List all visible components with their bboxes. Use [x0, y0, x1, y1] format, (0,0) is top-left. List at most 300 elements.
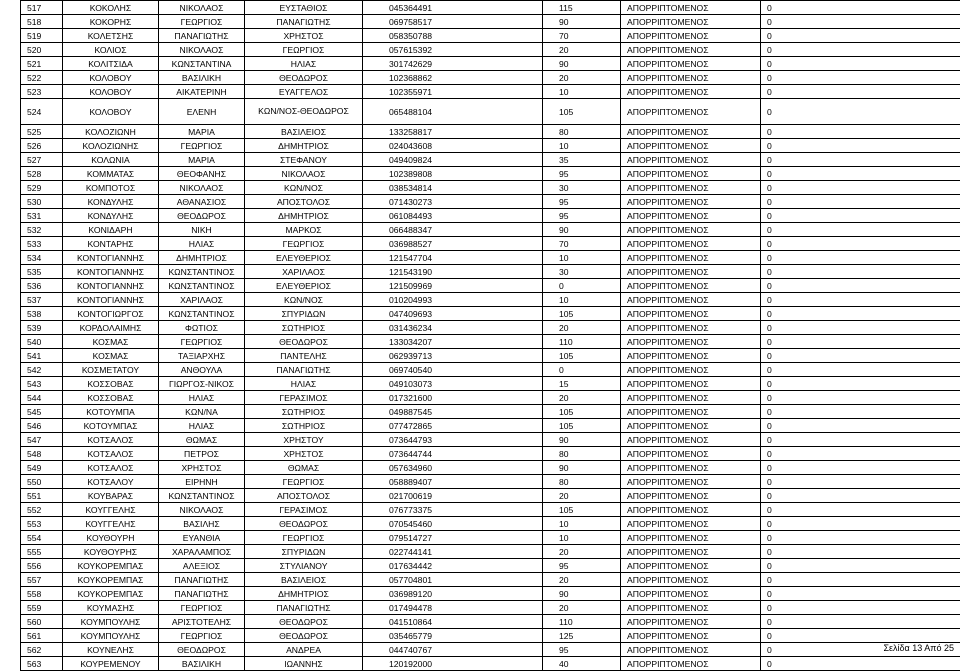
row-number-cell: 558 — [21, 587, 63, 601]
points-cell: 20 — [543, 573, 621, 587]
extra-value-cell: 0 — [761, 279, 960, 293]
first-name-cell: ΘΕΟΦΑΝΗΣ — [159, 167, 245, 181]
row-number-cell: 560 — [21, 615, 63, 629]
id-number-cell: 069740540 — [363, 363, 543, 377]
status-cell: ΑΠΟΡΡΙΠΤΟΜΕΝΟΣ — [621, 321, 761, 335]
surname-cell: ΚΟΛΟΖΙΩΝΗΣ — [63, 139, 159, 153]
extra-value-cell: 0 — [761, 153, 960, 167]
table-row — [21, 71, 960, 85]
father-name-cell: ΣΠΥΡΙΔΩΝ — [245, 545, 363, 559]
id-number-cell: 071430273 — [363, 195, 543, 209]
table-row — [21, 517, 960, 531]
table-row — [21, 405, 960, 419]
father-name-cell: ΓΕΩΡΓΙΟΣ — [245, 531, 363, 545]
status-cell: ΑΠΟΡΡΙΠΤΟΜΕΝΟΣ — [621, 223, 761, 237]
first-name-cell: ΒΑΣΙΛΙΚΗ — [159, 657, 245, 671]
extra-value-cell: 0 — [761, 391, 960, 405]
first-name-cell: ΠΕΤΡΟΣ — [159, 447, 245, 461]
extra-value-cell: 0 — [761, 489, 960, 503]
father-name-cell: ΣΩΤΗΡΙΟΣ — [245, 405, 363, 419]
father-name-cell: ΧΡΗΣΤΟΣ — [245, 29, 363, 43]
row-number-cell: 524 — [21, 99, 63, 125]
row-number-cell: 537 — [21, 293, 63, 307]
first-name-cell: ΓΕΩΡΓΙΟΣ — [159, 15, 245, 29]
first-name-cell: ΕΙΡΗΝΗ — [159, 475, 245, 489]
table-row — [21, 237, 960, 251]
row-number-cell: 544 — [21, 391, 63, 405]
first-name-cell: ΓΙΩΡΓΟΣ-ΝΙΚΟΣ — [159, 377, 245, 391]
table-row — [21, 657, 960, 671]
row-number-cell: 538 — [21, 307, 63, 321]
father-name-cell: ΘΩΜΑΣ — [245, 461, 363, 475]
id-number-cell: 017321600 — [363, 391, 543, 405]
first-name-cell: ΔΗΜΗΤΡΙΟΣ — [159, 251, 245, 265]
father-name-cell: ΔΗΜΗΤΡΙΟΣ — [245, 209, 363, 223]
row-number-cell: 523 — [21, 85, 63, 99]
status-cell: ΑΠΟΡΡΙΠΤΟΜΕΝΟΣ — [621, 43, 761, 57]
row-number-cell: 540 — [21, 335, 63, 349]
first-name-cell: ΑΝΘΟΥΛΑ — [159, 363, 245, 377]
row-number-cell: 545 — [21, 405, 63, 419]
surname-cell: ΚΟΥΓΓΕΛΗΣ — [63, 517, 159, 531]
row-number-cell: 546 — [21, 419, 63, 433]
status-cell: ΑΠΟΡΡΙΠΤΟΜΕΝΟΣ — [621, 167, 761, 181]
id-number-cell: 073644744 — [363, 447, 543, 461]
points-cell: 90 — [543, 461, 621, 475]
row-number-cell: 550 — [21, 475, 63, 489]
extra-value-cell: 0 — [761, 573, 960, 587]
first-name-cell: ΒΑΣΙΛΗΣ — [159, 517, 245, 531]
status-cell: ΑΠΟΡΡΙΠΤΟΜΕΝΟΣ — [621, 517, 761, 531]
id-number-cell: 066488347 — [363, 223, 543, 237]
status-cell: ΑΠΟΡΡΙΠΤΟΜΕΝΟΣ — [621, 391, 761, 405]
id-number-cell: 058889407 — [363, 475, 543, 489]
table-row — [21, 475, 960, 489]
first-name-cell: ΤΑΞΙΑΡΧΗΣ — [159, 349, 245, 363]
table-row — [21, 125, 960, 139]
id-number-cell: 121509969 — [363, 279, 543, 293]
surname-cell: ΚΟΣΜΑΣ — [63, 349, 159, 363]
extra-value-cell: 0 — [761, 461, 960, 475]
surname-cell: ΚΟΛΟΖΙΩΝΗ — [63, 125, 159, 139]
surname-cell: ΚΟΝΔΥΛΗΣ — [63, 209, 159, 223]
father-name-cell: ΕΥΣΤΑΘΙΟΣ — [245, 1, 363, 15]
status-cell: ΑΠΟΡΡΙΠΤΟΜΕΝΟΣ — [621, 433, 761, 447]
row-number-cell: 534 — [21, 251, 63, 265]
first-name-cell: ΜΑΡΙΑ — [159, 153, 245, 167]
father-name-cell: ΧΑΡΙΛΑΟΣ — [245, 265, 363, 279]
id-number-cell: 102389808 — [363, 167, 543, 181]
table-row — [21, 85, 960, 99]
row-number-cell: 517 — [21, 1, 63, 15]
points-cell: 20 — [543, 601, 621, 615]
points-cell: 105 — [543, 419, 621, 433]
extra-value-cell: 0 — [761, 321, 960, 335]
table-row — [21, 293, 960, 307]
table-row — [21, 99, 960, 125]
surname-cell: ΚΟΤΟΥΜΠΑ — [63, 405, 159, 419]
extra-value-cell: 0 — [761, 447, 960, 461]
table-row — [21, 181, 960, 195]
surname-cell: ΚΟΣΜΑΣ — [63, 335, 159, 349]
extra-value-cell: 0 — [761, 167, 960, 181]
status-cell: ΑΠΟΡΡΙΠΤΟΜΕΝΟΣ — [621, 335, 761, 349]
first-name-cell: ΠΑΝΑΓΙΩΤΗΣ — [159, 573, 245, 587]
id-number-cell: 121547704 — [363, 251, 543, 265]
points-cell: 105 — [543, 503, 621, 517]
surname-cell: ΚΟΣΜΕΤΑΤΟΥ — [63, 363, 159, 377]
first-name-cell: ΚΩΝΣΤΑΝΤΙΝΟΣ — [159, 265, 245, 279]
first-name-cell: ΝΙΚΟΛΑΟΣ — [159, 1, 245, 15]
id-number-cell: 010204993 — [363, 293, 543, 307]
extra-value-cell: 0 — [761, 15, 960, 29]
points-cell: 80 — [543, 475, 621, 489]
points-cell: 110 — [543, 335, 621, 349]
first-name-cell: ΑΙΚΑΤΕΡΙΝΗ — [159, 85, 245, 99]
extra-value-cell: 0 — [761, 139, 960, 153]
first-name-cell: ΠΑΝΑΓΙΩΤΗΣ — [159, 29, 245, 43]
father-name-cell: ΑΠΟΣΤΟΛΟΣ — [245, 489, 363, 503]
id-number-cell: 045364491 — [363, 1, 543, 15]
row-number-cell: 525 — [21, 125, 63, 139]
status-cell: ΑΠΟΡΡΙΠΤΟΜΕΝΟΣ — [621, 573, 761, 587]
points-cell: 70 — [543, 29, 621, 43]
extra-value-cell: 0 — [761, 43, 960, 57]
extra-value-cell: 0 — [761, 71, 960, 85]
extra-value-cell: 0 — [761, 503, 960, 517]
points-cell: 105 — [543, 99, 621, 125]
points-cell: 105 — [543, 349, 621, 363]
row-number-cell: 548 — [21, 447, 63, 461]
first-name-cell: ΑΛΕΞΙΟΣ — [159, 559, 245, 573]
id-number-cell: 049103073 — [363, 377, 543, 391]
points-cell: 10 — [543, 293, 621, 307]
status-cell: ΑΠΟΡΡΙΠΤΟΜΕΝΟΣ — [621, 601, 761, 615]
table-row — [21, 153, 960, 167]
id-number-cell: 102368862 — [363, 71, 543, 85]
surname-cell: ΚΟΥΚΟΡΕΜΠΑΣ — [63, 573, 159, 587]
extra-value-cell: 0 — [761, 433, 960, 447]
status-cell: ΑΠΟΡΡΙΠΤΟΜΕΝΟΣ — [621, 125, 761, 139]
extra-value-cell: 0 — [761, 209, 960, 223]
id-number-cell: 133258817 — [363, 125, 543, 139]
extra-value-cell: 0 — [761, 265, 960, 279]
father-name-cell: ΑΝΔΡΕΑ — [245, 643, 363, 657]
father-name-cell: ΜΑΡΚΟΣ — [245, 223, 363, 237]
status-cell: ΑΠΟΡΡΙΠΤΟΜΕΝΟΣ — [621, 405, 761, 419]
status-cell: ΑΠΟΡΡΙΠΤΟΜΕΝΟΣ — [621, 629, 761, 643]
row-number-cell: 529 — [21, 181, 63, 195]
row-number-cell: 535 — [21, 265, 63, 279]
father-name-cell: ΣΤΥΛΙΑΝΟΥ — [245, 559, 363, 573]
id-number-cell: 047409693 — [363, 307, 543, 321]
points-cell: 125 — [543, 629, 621, 643]
father-name-cell: ΧΡΗΣΤΟΣ — [245, 447, 363, 461]
row-number-cell: 543 — [21, 377, 63, 391]
father-name-cell: ΕΛΕΥΘΕΡΙΟΣ — [245, 279, 363, 293]
status-cell: ΑΠΟΡΡΙΠΤΟΜΕΝΟΣ — [621, 307, 761, 321]
father-name-cell: ΘΕΟΔΩΡΟΣ — [245, 335, 363, 349]
status-cell: ΑΠΟΡΡΙΠΤΟΜΕΝΟΣ — [621, 195, 761, 209]
extra-value-cell: 0 — [761, 195, 960, 209]
table-row — [21, 377, 960, 391]
row-number-cell: 557 — [21, 573, 63, 587]
table-row — [21, 223, 960, 237]
status-cell: ΑΠΟΡΡΙΠΤΟΜΕΝΟΣ — [621, 139, 761, 153]
surname-cell: ΚΟΚΟΡΗΣ — [63, 15, 159, 29]
id-number-cell: 065488104 — [363, 99, 543, 125]
surname-cell: ΚΟΚΟΛΗΣ — [63, 1, 159, 15]
first-name-cell: ΓΕΩΡΓΙΟΣ — [159, 139, 245, 153]
extra-value-cell: 0 — [761, 377, 960, 391]
extra-value-cell: 0 — [761, 559, 960, 573]
first-name-cell: ΓΕΩΡΓΙΟΣ — [159, 601, 245, 615]
status-cell: ΑΠΟΡΡΙΠΤΟΜΕΝΟΣ — [621, 99, 761, 125]
points-cell: 15 — [543, 377, 621, 391]
table-body — [21, 1, 960, 671]
extra-value-cell: 0 — [761, 657, 960, 671]
father-name-cell: ΓΕΩΡΓΙΟΣ — [245, 43, 363, 57]
surname-cell: ΚΟΛΙΟΣ — [63, 43, 159, 57]
row-number-cell: 563 — [21, 657, 63, 671]
father-name-cell: ΣΩΤΗΡΙΟΣ — [245, 419, 363, 433]
id-number-cell: 044740767 — [363, 643, 543, 657]
first-name-cell: ΝΙΚΟΛΑΟΣ — [159, 181, 245, 195]
row-number-cell: 551 — [21, 489, 63, 503]
points-cell: 10 — [543, 139, 621, 153]
first-name-cell: ΑΘΑΝΑΣΙΟΣ — [159, 195, 245, 209]
surname-cell: ΚΟΥΒΑΡΑΣ — [63, 489, 159, 503]
first-name-cell: ΠΑΝΑΓΙΩΤΗΣ — [159, 587, 245, 601]
surname-cell: ΚΟΤΣΑΛΟΣ — [63, 433, 159, 447]
points-cell: 35 — [543, 153, 621, 167]
table-row — [21, 321, 960, 335]
points-cell: 95 — [543, 559, 621, 573]
points-cell: 20 — [543, 43, 621, 57]
extra-value-cell: 0 — [761, 531, 960, 545]
row-number-cell: 526 — [21, 139, 63, 153]
extra-value-cell: 0 — [761, 237, 960, 251]
row-number-cell: 519 — [21, 29, 63, 43]
surname-cell: ΚΟΝΤΟΓΙΑΝΝΗΣ — [63, 251, 159, 265]
row-number-cell: 553 — [21, 517, 63, 531]
extra-value-cell: 0 — [761, 475, 960, 489]
extra-value-cell: 0 — [761, 643, 960, 657]
points-cell: 10 — [543, 251, 621, 265]
results-sheet — [20, 0, 960, 671]
points-cell: 30 — [543, 265, 621, 279]
id-number-cell: 102355971 — [363, 85, 543, 99]
father-name-cell: ΧΡΗΣΤΟΥ — [245, 433, 363, 447]
first-name-cell: ΗΛΙΑΣ — [159, 419, 245, 433]
father-name-cell: ΓΕΡΑΣΙΜΟΣ — [245, 503, 363, 517]
status-cell: ΑΠΟΡΡΙΠΤΟΜΕΝΟΣ — [621, 1, 761, 15]
status-cell: ΑΠΟΡΡΙΠΤΟΜΕΝΟΣ — [621, 209, 761, 223]
id-number-cell: 036989120 — [363, 587, 543, 601]
extra-value-cell: 0 — [761, 181, 960, 195]
father-name-cell: ΓΕΩΡΓΙΟΣ — [245, 475, 363, 489]
first-name-cell: ΚΩΝ/ΝΑ — [159, 405, 245, 419]
first-name-cell: ΚΩΝΣΤΑΝΤΙΝΟΣ — [159, 307, 245, 321]
status-cell: ΑΠΟΡΡΙΠΤΟΜΕΝΟΣ — [621, 587, 761, 601]
points-cell: 90 — [543, 223, 621, 237]
row-number-cell: 547 — [21, 433, 63, 447]
table-row — [21, 57, 960, 71]
father-name-cell: ΘΕΟΔΩΡΟΣ — [245, 629, 363, 643]
row-number-cell: 562 — [21, 643, 63, 657]
table-row — [21, 503, 960, 517]
father-name-cell: ΗΛΙΑΣ — [245, 377, 363, 391]
father-name-cell: ΘΕΟΔΩΡΟΣ — [245, 517, 363, 531]
status-cell: ΑΠΟΡΡΙΠΤΟΜΕΝΟΣ — [621, 363, 761, 377]
status-cell: ΑΠΟΡΡΙΠΤΟΜΕΝΟΣ — [621, 29, 761, 43]
table-row — [21, 167, 960, 181]
id-number-cell: 017494478 — [363, 601, 543, 615]
father-name-cell: ΕΛΕΥΘΕΡΙΟΣ — [245, 251, 363, 265]
points-cell: 70 — [543, 237, 621, 251]
status-cell: ΑΠΟΡΡΙΠΤΟΜΕΝΟΣ — [621, 293, 761, 307]
row-number-cell: 527 — [21, 153, 63, 167]
extra-value-cell: 0 — [761, 405, 960, 419]
id-number-cell: 077472865 — [363, 419, 543, 433]
father-name-cell: ΚΩΝ/ΝΟΣ — [245, 293, 363, 307]
surname-cell: ΚΟΥΘΟΥΡΗ — [63, 531, 159, 545]
points-cell: 115 — [543, 1, 621, 15]
first-name-cell: ΕΥΑΝΘΙΑ — [159, 531, 245, 545]
surname-cell: ΚΟΝΤΑΡΗΣ — [63, 237, 159, 251]
first-name-cell: ΑΡΙΣΤΟΤΕΛΗΣ — [159, 615, 245, 629]
row-number-cell: 552 — [21, 503, 63, 517]
father-name-cell: ΝΙΚΟΛΑΟΣ — [245, 167, 363, 181]
father-name-cell: ΗΛΙΑΣ — [245, 57, 363, 71]
row-number-cell: 518 — [21, 15, 63, 29]
table-row — [21, 1, 960, 15]
id-number-cell: 031436234 — [363, 321, 543, 335]
table-row — [21, 349, 960, 363]
points-cell: 95 — [543, 167, 621, 181]
table-row — [21, 615, 960, 629]
first-name-cell: ΗΛΙΑΣ — [159, 391, 245, 405]
extra-value-cell: 0 — [761, 335, 960, 349]
status-cell: ΑΠΟΡΡΙΠΤΟΜΕΝΟΣ — [621, 531, 761, 545]
status-cell: ΑΠΟΡΡΙΠΤΟΜΕΝΟΣ — [621, 237, 761, 251]
status-cell: ΑΠΟΡΡΙΠΤΟΜΕΝΟΣ — [621, 419, 761, 433]
surname-cell: ΚΟΤΣΑΛΟΥ — [63, 475, 159, 489]
father-name-cell: ΘΕΟΔΩΡΟΣ — [245, 615, 363, 629]
father-name-cell: ΣΤΕΦΑΝΟΥ — [245, 153, 363, 167]
surname-cell: ΚΟΝΤΟΓΙΑΝΝΗΣ — [63, 293, 159, 307]
table-row — [21, 209, 960, 223]
points-cell: 0 — [543, 363, 621, 377]
table-row — [21, 643, 960, 657]
father-name-cell: ΠΑΝΑΓΙΩΤΗΣ — [245, 363, 363, 377]
first-name-cell: ΚΩΝΣΤΑΝΤΙΝΟΣ — [159, 279, 245, 293]
father-name-cell: ΒΑΣΙΛΕΙΟΣ — [245, 125, 363, 139]
id-number-cell: 073644793 — [363, 433, 543, 447]
row-number-cell: 532 — [21, 223, 63, 237]
id-number-cell: 057634960 — [363, 461, 543, 475]
table-row — [21, 601, 960, 615]
table-row — [21, 489, 960, 503]
status-cell: ΑΠΟΡΡΙΠΤΟΜΕΝΟΣ — [621, 15, 761, 29]
candidates-table — [20, 0, 960, 671]
status-cell: ΑΠΟΡΡΙΠΤΟΜΕΝΟΣ — [621, 615, 761, 629]
id-number-cell: 049409824 — [363, 153, 543, 167]
surname-cell: ΚΟΝΤΟΓΙΑΝΝΗΣ — [63, 279, 159, 293]
father-name-cell: ΠΑΝΑΓΙΩΤΗΣ — [245, 601, 363, 615]
extra-value-cell: 0 — [761, 601, 960, 615]
father-name-cell: ΠΑΝΤΕΛΗΣ — [245, 349, 363, 363]
table-row — [21, 279, 960, 293]
surname-cell: ΚΟΥΡΕΜΕΝΟΥ — [63, 657, 159, 671]
table-row — [21, 15, 960, 29]
father-name-cell: ΚΩΝ/ΝΟΣ — [245, 181, 363, 195]
points-cell: 95 — [543, 209, 621, 223]
id-number-cell: 041510864 — [363, 615, 543, 629]
extra-value-cell: 0 — [761, 125, 960, 139]
table-row — [21, 461, 960, 475]
id-number-cell: 038534814 — [363, 181, 543, 195]
surname-cell: ΚΟΜΜΑΤΑΣ — [63, 167, 159, 181]
points-cell: 90 — [543, 587, 621, 601]
points-cell: 30 — [543, 181, 621, 195]
row-number-cell: 536 — [21, 279, 63, 293]
extra-value-cell: 0 — [761, 57, 960, 71]
status-cell: ΑΠΟΡΡΙΠΤΟΜΕΝΟΣ — [621, 489, 761, 503]
id-number-cell: 070545460 — [363, 517, 543, 531]
row-number-cell: 531 — [21, 209, 63, 223]
status-cell: ΑΠΟΡΡΙΠΤΟΜΕΝΟΣ — [621, 85, 761, 99]
father-name-cell: ΣΠΥΡΙΔΩΝ — [245, 307, 363, 321]
id-number-cell: 057704801 — [363, 573, 543, 587]
status-cell: ΑΠΟΡΡΙΠΤΟΜΕΝΟΣ — [621, 545, 761, 559]
extra-value-cell: 0 — [761, 363, 960, 377]
extra-value-cell: 0 — [761, 29, 960, 43]
first-name-cell: ΒΑΣΙΛΙΚΗ — [159, 71, 245, 85]
father-name-cell: ΕΥΑΓΓΕΛΟΣ — [245, 85, 363, 99]
row-number-cell: 530 — [21, 195, 63, 209]
row-number-cell: 554 — [21, 531, 63, 545]
first-name-cell: ΧΑΡΙΛΑΟΣ — [159, 293, 245, 307]
extra-value-cell: 0 — [761, 85, 960, 99]
table-row — [21, 307, 960, 321]
father-name-cell: ΑΠΟΣΤΟΛΟΣ — [245, 195, 363, 209]
status-cell: ΑΠΟΡΡΙΠΤΟΜΕΝΟΣ — [621, 643, 761, 657]
table-row — [21, 447, 960, 461]
father-name-cell: ΘΕΟΔΩΡΟΣ — [245, 71, 363, 85]
row-number-cell: 520 — [21, 43, 63, 57]
page-number: Σελίδα 13 Από 25 — [883, 643, 954, 653]
surname-cell: ΚΟΣΣΟΒΑΣ — [63, 377, 159, 391]
father-name-cell: ΚΩΝ/ΝΟΣ-ΘΕΟΔΩΡΟΣ — [245, 99, 363, 125]
surname-cell: ΚΟΛΙΤΣΙΔΑ — [63, 57, 159, 71]
id-number-cell: 049887545 — [363, 405, 543, 419]
extra-value-cell: 0 — [761, 349, 960, 363]
points-cell: 105 — [543, 405, 621, 419]
extra-value-cell: 0 — [761, 587, 960, 601]
status-cell: ΑΠΟΡΡΙΠΤΟΜΕΝΟΣ — [621, 503, 761, 517]
id-number-cell: 133034207 — [363, 335, 543, 349]
surname-cell: ΚΟΥΜΑΣΗΣ — [63, 601, 159, 615]
surname-cell: ΚΟΝΙΔΑΡΗ — [63, 223, 159, 237]
status-cell: ΑΠΟΡΡΙΠΤΟΜΕΝΟΣ — [621, 377, 761, 391]
extra-value-cell: 0 — [761, 517, 960, 531]
id-number-cell: 121543190 — [363, 265, 543, 279]
points-cell: 20 — [543, 545, 621, 559]
first-name-cell: ΘΕΟΔΩΡΟΣ — [159, 209, 245, 223]
surname-cell: ΚΟΝΤΟΓΙΑΝΝΗΣ — [63, 265, 159, 279]
table-row — [21, 559, 960, 573]
